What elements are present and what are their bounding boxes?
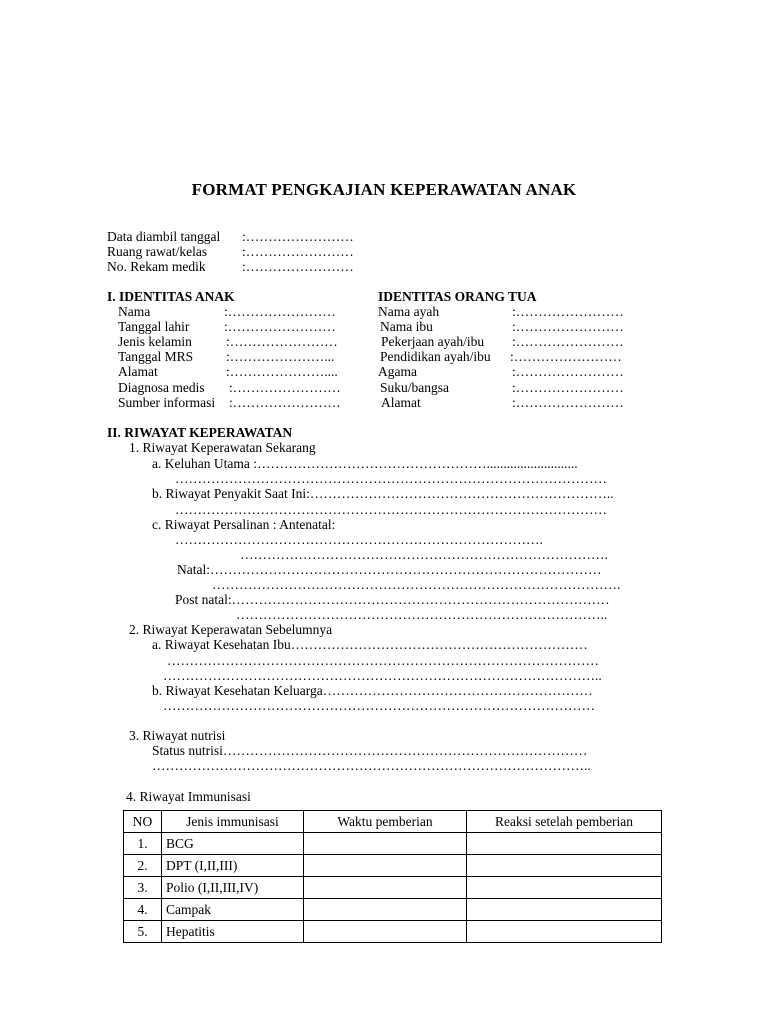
table-row xyxy=(124,855,662,877)
anak-label-diagnosa: Diagnosa medis xyxy=(118,380,205,395)
row-jenis: DPT (I,II,III) xyxy=(162,855,304,877)
riwayat-sekarang-heading: 1. Riwayat Keperawatan Sekarang xyxy=(129,440,316,455)
field-value-rekam-medik[interactable]: :…………………… xyxy=(242,259,354,274)
anak-value-diagnosa[interactable]: :…………………… xyxy=(229,380,341,395)
field-label-tanggal: Data diambil tanggal xyxy=(107,229,221,244)
table-row xyxy=(124,833,662,855)
row-waktu-cell[interactable] xyxy=(304,855,467,877)
penyakit-saat-ini-field[interactable]: b. Riwayat Penyakit Saat Ini:………………………………………………………….. xyxy=(152,486,614,501)
status-nutrisi-cont[interactable]: …………………………………………………………………………………….. xyxy=(152,758,591,773)
anak-value-alamat[interactable]: :………………….... xyxy=(226,364,338,379)
anak-label-nama: Nama xyxy=(118,304,151,319)
table-row xyxy=(124,921,662,943)
header-no: NO xyxy=(124,811,162,833)
ortu-value-nama-ayah[interactable]: :…………………… xyxy=(512,304,624,319)
ortu-value-pendidikan[interactable]: :…………………… xyxy=(510,349,622,364)
section-heading-riwayat: II. RIWAYAT KEPERAWATAN xyxy=(107,425,293,440)
table-header-row xyxy=(124,811,662,833)
table-row xyxy=(124,877,662,899)
row-reaksi-cell[interactable] xyxy=(467,899,662,921)
row-no: 5. xyxy=(124,921,162,943)
ortu-label-pekerjaan: Pekerjaan ayah/ibu xyxy=(381,334,485,349)
ortu-label-nama-ayah: Nama ayah xyxy=(378,304,440,319)
row-no: 3. xyxy=(124,877,162,899)
row-waktu-cell[interactable] xyxy=(304,877,467,899)
row-no: 1. xyxy=(124,833,162,855)
row-jenis: Campak xyxy=(162,899,304,921)
anak-value-nama[interactable]: :…………………… xyxy=(224,304,336,319)
keluhan-utama-cont[interactable]: …………………………………………………………………………………… xyxy=(175,471,607,486)
ortu-value-pekerjaan[interactable]: :…………………… xyxy=(512,334,624,349)
anak-value-sumber[interactable]: :…………………… xyxy=(229,395,341,410)
anak-label-jenis-kelamin: Jenis kelamin xyxy=(118,334,192,349)
field-label-ruang: Ruang rawat/kelas xyxy=(107,244,208,259)
antenatal-cont-2[interactable]: ………………………………………………………………………. xyxy=(240,547,608,562)
table-row xyxy=(124,899,662,921)
section-heading-identitas-anak: I. IDENTITAS ANAK xyxy=(107,289,235,304)
page-title: FORMAT PENGKAJIAN KEPERAWATAN ANAK xyxy=(191,180,577,199)
row-reaksi-cell[interactable] xyxy=(467,921,662,943)
ortu-value-agama[interactable]: :…………………… xyxy=(512,364,624,379)
row-waktu-cell[interactable] xyxy=(304,921,467,943)
immunization-table xyxy=(123,810,662,943)
section-heading-identitas-ortu: IDENTITAS ORANG TUA xyxy=(378,289,537,304)
keluhan-utama-field[interactable]: a. Keluhan Utama :……………………………………………........................... xyxy=(152,456,578,471)
anak-value-tanggal-mrs[interactable]: :…………………... xyxy=(226,349,335,364)
status-nutrisi-field[interactable]: Status nutrisi……………………………………………………………………… xyxy=(152,743,588,758)
row-jenis: Polio (I,II,III,IV) xyxy=(162,877,304,899)
riwayat-nutrisi-heading: 3. Riwayat nutrisi xyxy=(129,728,226,743)
kesehatan-ibu-cont-2[interactable]: …………………………………………………………………………………….. xyxy=(163,668,602,683)
anak-label-tanggal-mrs: Tanggal MRS xyxy=(118,349,194,364)
anak-label-sumber: Sumber informasi xyxy=(118,395,216,410)
row-jenis: Hepatitis xyxy=(162,921,304,943)
ortu-label-nama-ibu: Nama ibu xyxy=(380,319,433,334)
ortu-label-alamat: Alamat xyxy=(381,395,421,410)
ortu-value-suku[interactable]: :…………………… xyxy=(512,380,624,395)
riwayat-sebelumnya-heading: 2. Riwayat Keperawatan Sebelumnya xyxy=(129,622,333,637)
header-waktu: Waktu pemberian xyxy=(304,811,467,833)
row-reaksi-cell[interactable] xyxy=(467,833,662,855)
riwayat-persalinan-label: c. Riwayat Persalinan : Antenatal: xyxy=(152,517,336,532)
field-label-rekam-medik: No. Rekam medik xyxy=(107,259,206,274)
riwayat-immunisasi-heading: 4. Riwayat Immunisasi xyxy=(126,789,251,804)
ortu-label-agama: Agama xyxy=(378,364,417,379)
row-no: 2. xyxy=(124,855,162,877)
row-reaksi-cell[interactable] xyxy=(467,877,662,899)
ortu-label-pendidikan: Pendidikan ayah/ibu xyxy=(380,349,491,364)
anak-value-jenis-kelamin[interactable]: :…………………… xyxy=(226,334,338,349)
ortu-value-alamat[interactable]: :…………………… xyxy=(512,395,624,410)
kesehatan-keluarga-cont[interactable]: …………………………………………………………………………………… xyxy=(163,698,595,713)
row-no: 4. xyxy=(124,899,162,921)
anak-label-tanggal-lahir: Tanggal lahir xyxy=(118,319,190,334)
postnatal-cont[interactable]: ……………………………………………………………………….. xyxy=(236,607,608,622)
ortu-label-suku: Suku/bangsa xyxy=(380,380,449,395)
header-reaksi: Reaksi setelah pemberian xyxy=(467,811,662,833)
row-waktu-cell[interactable] xyxy=(304,833,467,855)
kesehatan-ibu-cont-1[interactable]: …………………………………………………………………………………… xyxy=(167,653,599,668)
row-reaksi-cell[interactable] xyxy=(467,855,662,877)
penyakit-saat-ini-cont[interactable]: …………………………………………………………………………………… xyxy=(175,502,607,517)
ortu-value-nama-ibu[interactable]: :…………………… xyxy=(512,319,624,334)
natal-field[interactable]: Natal:…………………………………………………………………………… xyxy=(177,562,602,577)
natal-cont[interactable]: ………………………………………………………………………………. xyxy=(212,577,621,592)
header-jenis: Jenis immunisasi xyxy=(162,811,304,833)
kesehatan-keluarga-field[interactable]: b. Riwayat Kesehatan Keluarga…………………………………………………… xyxy=(152,683,593,698)
anak-label-alamat: Alamat xyxy=(118,364,158,379)
row-jenis: BCG xyxy=(162,833,304,855)
kesehatan-ibu-field[interactable]: a. Riwayat Kesehatan Ibu………………………………………………………… xyxy=(152,637,588,652)
anak-value-tanggal-lahir[interactable]: :…………………… xyxy=(224,319,336,334)
row-waktu-cell[interactable] xyxy=(304,899,467,921)
field-value-tanggal[interactable]: :…………………… xyxy=(242,229,354,244)
field-value-ruang[interactable]: :…………………… xyxy=(242,244,354,259)
postnatal-field[interactable]: Post natal:………………………………………………………………………… xyxy=(175,592,610,607)
antenatal-cont-1[interactable]: ………………………………………………………………………. xyxy=(175,532,543,547)
